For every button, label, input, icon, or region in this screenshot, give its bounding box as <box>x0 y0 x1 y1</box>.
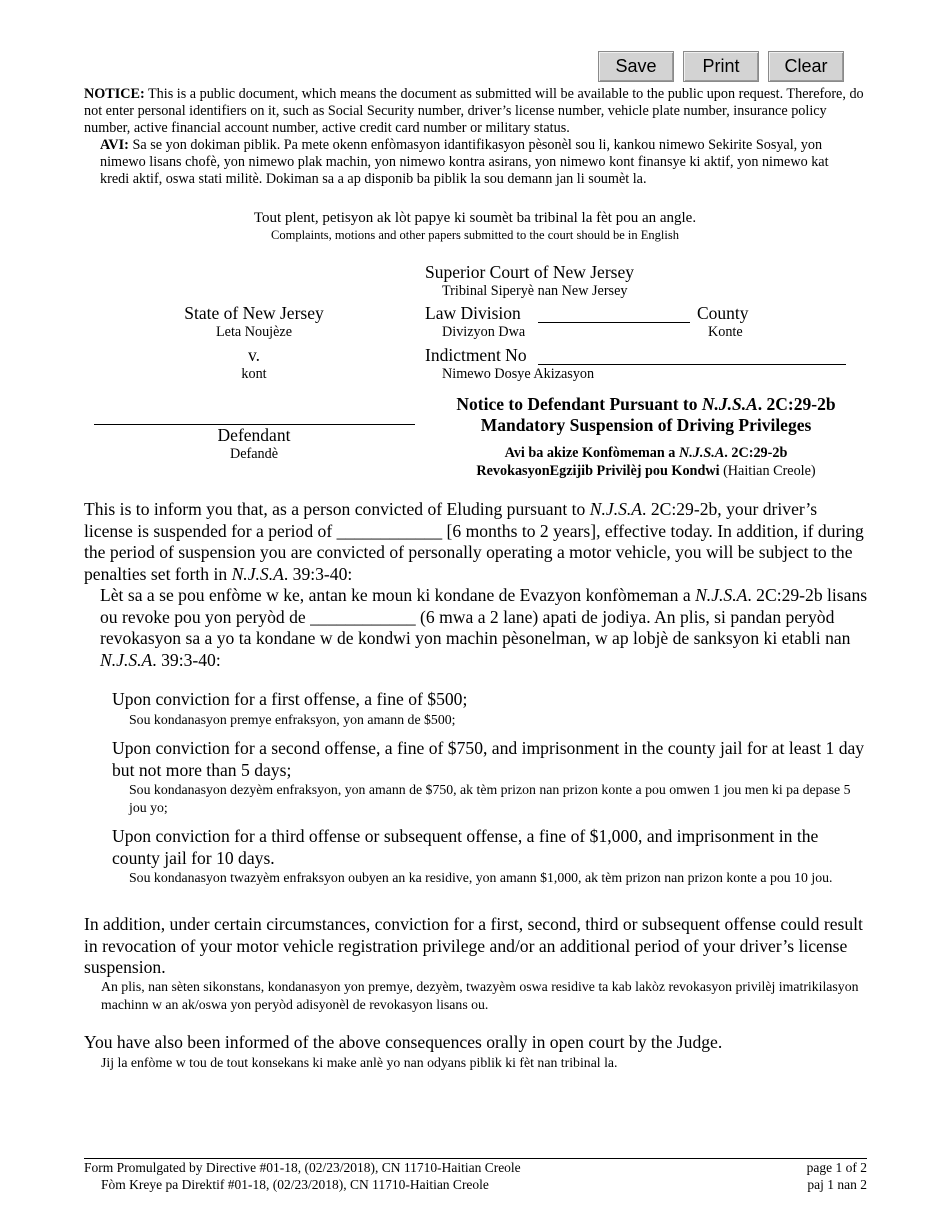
clear-button[interactable]: Clear <box>768 51 844 82</box>
penalty-second-creole: Sou kondanasyon dezyèm enfraksyon, yon amann de $750, ak tèm prizon nan prizon konte a pou omwen 1 jou men ki pa depase 5 jou yo; <box>129 782 851 815</box>
penalty-first: Upon conviction for a first offense, a fine of $500; <box>112 689 468 709</box>
form-title-creole: Avi ba akize Konfòmeman a N.J.S.A. 2C:29-2b RevokasyonEgzijib Privilèj pou Kondwi (Haitian Creole) <box>476 445 816 479</box>
form-title: Notice to Defendant Pursuant to N.J.S.A. 2C:29-2b Mandatory Suspension of Driving Privileges <box>456 394 836 435</box>
state-label: State of New Jersey <box>184 303 324 323</box>
notice-label: NOTICE: <box>84 86 145 102</box>
county-field[interactable] <box>538 322 690 323</box>
footer-divider <box>84 1158 867 1159</box>
court-name: Superior Court of New Jersey <box>425 262 634 282</box>
county-creole: Konte <box>708 324 743 340</box>
versus-creole: kont <box>241 366 267 382</box>
penalty-second: Upon conviction for a second offense, a fine of $750, and imprisonment in the county jail for at least 1 day but not more than 5 days; <box>112 738 865 780</box>
suspension-paragraph-creole: Lèt sa a se pou enfòme w ke, antan ke moun ki kondane de Evazyon konfòmeman a N.J.S.A. 2C:29-2b lisans ou revoke pou yon peryòd de ____________ (6 mwa a 2 lane) apati de jodiya. An plis, si pandan peryòd revokasyon sa a yo ta kondane w de kondwi yon machin pèsonelman, w ap lobjè de sanksyon ki etabli nan N.J.S.A. 39:3-40: <box>100 585 868 670</box>
english-notice-creole: Tout plent, petisyon ak lòt papye ki soumèt ba tribinal la fèt pou an angle. <box>253 210 697 226</box>
print-button[interactable]: Print <box>683 51 759 82</box>
versus-label: v. <box>248 345 260 365</box>
penalty-first-creole: Sou kondanasyon premye enfraksyon, yon amann de $500; <box>129 712 456 727</box>
defendant-label: Defendant <box>217 425 291 445</box>
footer-form-text-creole: Fòm Kreye pa Direktif #01-18, (02/23/2018), CN 11710-Haitian Creole <box>101 1177 489 1192</box>
save-button[interactable]: Save <box>598 51 674 82</box>
english-notice: Complaints, motions and other papers submitted to the court should be in English <box>271 228 679 242</box>
judge-informed-paragraph-creole: Jij la enfòme w tou de tout konsekans ki make anlè yo nan odyans piblik ki fèt nan tribinal la. <box>101 1055 618 1070</box>
avi-text: Sa se yon dokiman piblik. Pa mete okenn enfòmasyon idantifikasyon pèsonèl sou li, kankou nimewo Sekirite Sosyal, yon nimewo lisans chofè, yon nimewo plak machin, yon nimewo kontra asirans, yon nimewo kont finansye ki aktif, yon nimewo kat kredi aktif, oswa stati militè. Dokiman sa a ap disponib ba piblik la sou demann jan li soumèt la. <box>100 137 829 187</box>
county-label: County <box>697 303 749 323</box>
notice-text: This is a public document, which means the document as submitted will be available to the public upon request. Therefore, do not enter personal identifiers on it, such as Social Security number, driver’s license number, vehicle plate number, insurance policy number, active financial account number, active credit card number or military status. <box>84 86 864 136</box>
revocation-paragraph: In addition, under certain circumstances, conviction for a first, second, third or subsequent offense could result in revocation of your motor vehicle registration privilege and/or an additional period of your driver’s license suspension. <box>84 914 863 977</box>
law-division-label: Law Division <box>425 303 521 323</box>
court-name-creole: Tribinal Siperyè nan New Jersey <box>442 283 628 299</box>
indictment-number-field[interactable] <box>538 364 846 365</box>
footer-page-number-creole: paj 1 nan 2 <box>807 1177 867 1192</box>
state-creole: Leta Noujèze <box>215 324 292 340</box>
penalty-third: Upon conviction for a third offense or subsequent offense, a fine of $1,000, and imprisonment in the county jail for 10 days. <box>112 826 819 868</box>
defendant-creole: Defandè <box>229 446 279 462</box>
judge-informed-paragraph: You have also been informed of the above consequences orally in open court by the Judge. <box>84 1032 723 1052</box>
public-notice <box>84 86 864 137</box>
public-notice-creole <box>100 137 860 188</box>
penalty-third-creole: Sou kondanasyon twazyèm enfraksyon oubyen an ka residive, yon amann $1,000, ak tèm prizon nan prizon konte a pou 10 jou. <box>129 870 833 885</box>
indictment-creole: Nimewo Dosye Akizasyon <box>442 366 595 382</box>
footer-page-number: page 1 of 2 <box>806 1160 867 1175</box>
footer-form-text: Form Promulgated by Directive #01-18, (02/23/2018), CN 11710-Haitian Creole <box>84 1160 521 1175</box>
suspension-paragraph: This is to inform you that, as a person convicted of Eluding pursuant to N.J.S.A. 2C:29-2b, your driver’s license is suspended for a period of ____________ [6 months to 2 years], effective today. In addition, if during the period of suspension you are convicted of personally operating a motor vehicle, you will be subject to the penalties set forth in N.J.S.A. 39:3-40: <box>84 499 864 584</box>
law-division-creole: Divizyon Dwa <box>442 324 526 340</box>
revocation-paragraph-creole: An plis, nan sèten sikonstans, kondanasyon yon premye, dezyèm, twazyèm oswa residive ta kab lakòz revokasyon privilèj imatrikilasyon machinn w an ak/oswa yon peryòd adisyonèl de revokasyon lisans ou. <box>101 979 859 1012</box>
indictment-label: Indictment No <box>425 345 527 365</box>
avi-label: AVI: <box>100 137 129 153</box>
